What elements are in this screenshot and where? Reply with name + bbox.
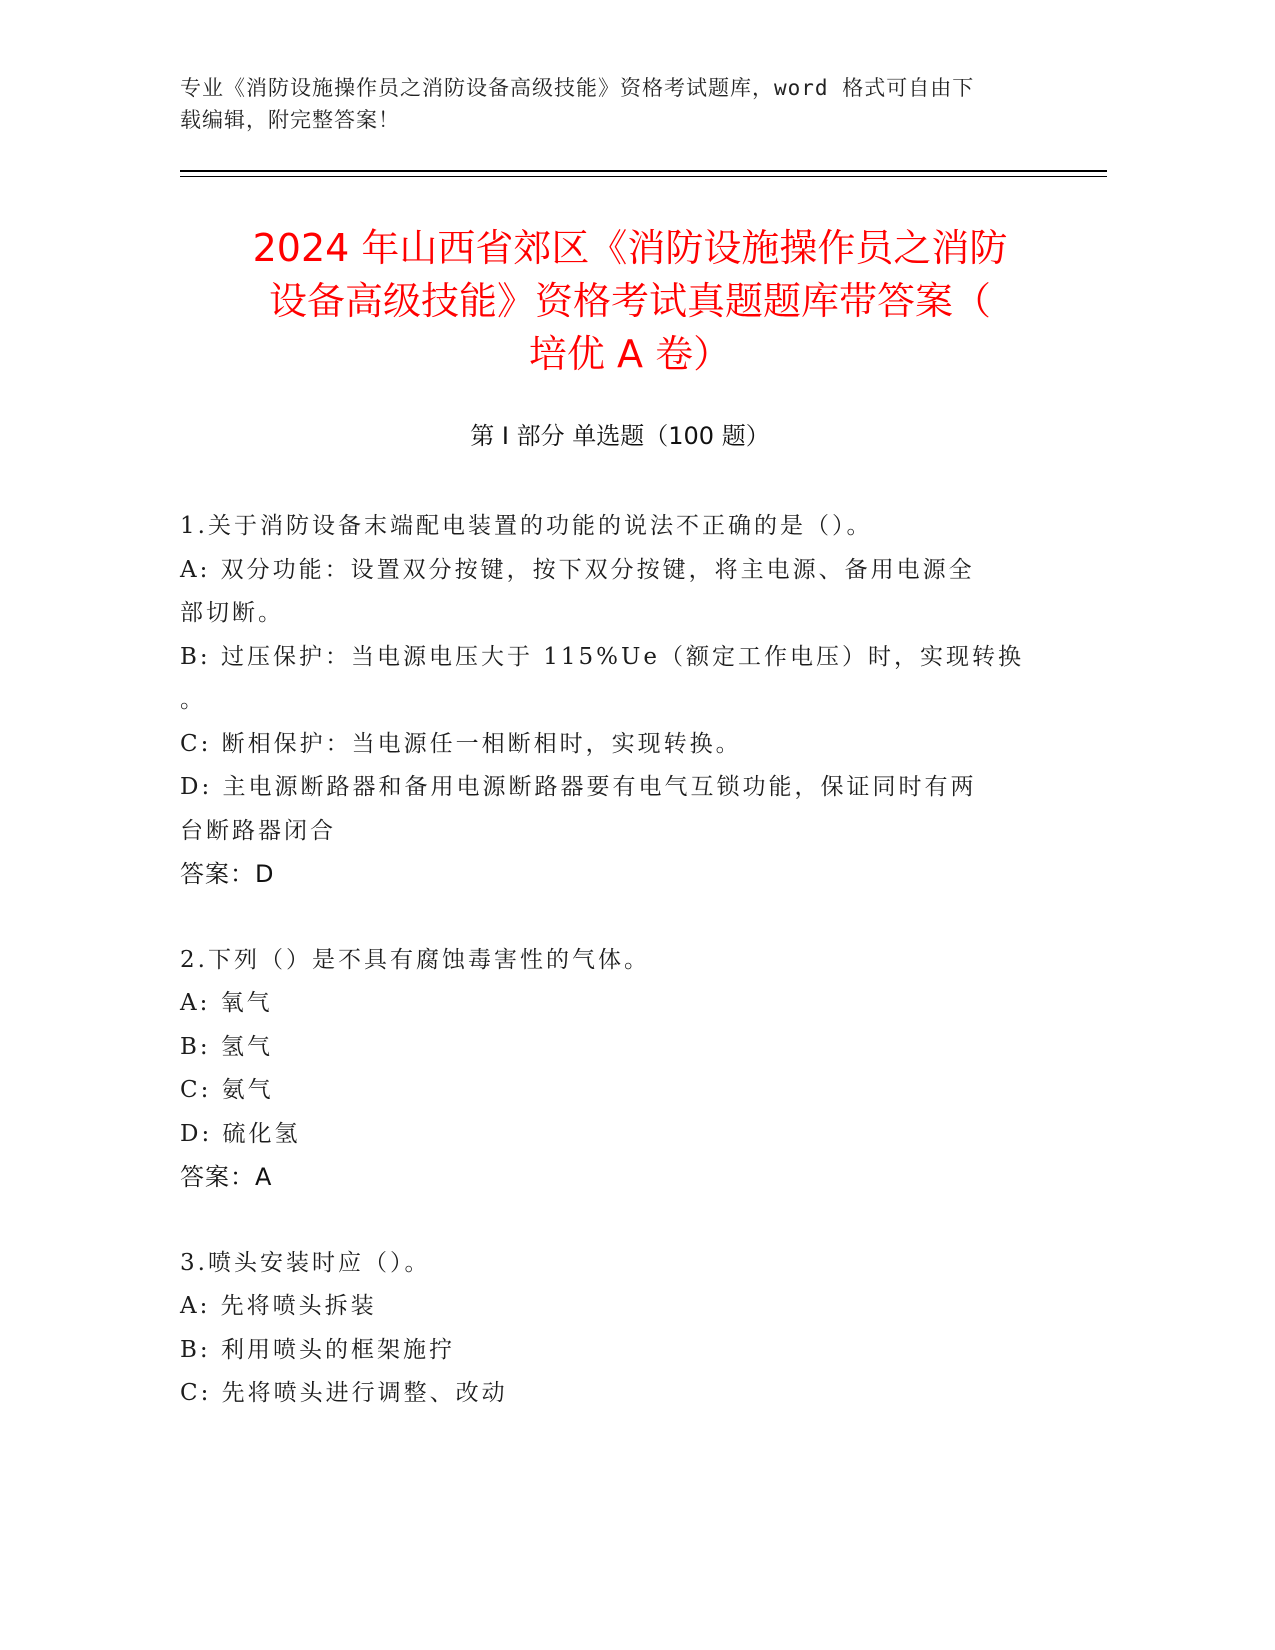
question-2-option-b: B: 氢气 bbox=[180, 1033, 273, 1060]
header-note-line-1: 专业《消防设施操作员之消防设备高级技能》资格考试题库，word 格式可自由下 bbox=[180, 76, 975, 100]
question-2 bbox=[180, 939, 1040, 1200]
question-1-option-b: B: 过压保护：当电源电压大于 115%Ue（额定工作电压）时，实现转换 bbox=[180, 643, 1025, 670]
question-1-option-d: D: 主电源断路器和备用电源断路器要有电气互锁功能，保证同时有两 bbox=[180, 774, 977, 800]
header-note bbox=[180, 72, 1040, 136]
question-3-option-c: C: 先将喷头进行调整、改动 bbox=[180, 1380, 508, 1406]
question-3-option-b: B: 利用喷头的框架施拧 bbox=[180, 1336, 455, 1363]
question-3 bbox=[180, 1242, 1040, 1416]
question-2-answer bbox=[180, 1156, 1040, 1200]
answer-value: A bbox=[255, 1163, 272, 1191]
title-line-1: 2024 年山西省郊区《消防设施操作员之消防 bbox=[252, 226, 1008, 270]
question-1-option-c: C: 断相保护：当电源任一相断相时，实现转换。 bbox=[180, 730, 742, 757]
header-divider-thick bbox=[180, 170, 1107, 172]
question-2-stem: 2.下列（）是不具有腐蚀毒害性的气体。 bbox=[180, 946, 650, 973]
question-1-stem: 1.关于消防设备末端配电装置的功能的说法不正确的是（）。 bbox=[180, 513, 873, 539]
question-3-option-a: A: 先将喷头拆装 bbox=[180, 1293, 377, 1319]
title-line-2: 设备高级技能》资格考试真题题库带答案（ bbox=[268, 279, 991, 323]
section-title: 第 I 部分 单选题（100 题） bbox=[470, 422, 770, 450]
header-divider-thin bbox=[180, 176, 1107, 177]
question-3-stem: 3.喷头安装时应（）。 bbox=[180, 1249, 431, 1276]
answer-label: 答案： bbox=[180, 1163, 255, 1191]
question-2-option-d: D: 硫化氢 bbox=[180, 1120, 301, 1147]
question-1-option-d-cont: 台断路器闭合 bbox=[180, 817, 336, 844]
question-1-option-a: A: 双分功能：设置双分按键，按下双分按键，将主电源、备用电源全 bbox=[180, 556, 975, 583]
question-1 bbox=[180, 505, 1040, 897]
document-title bbox=[150, 222, 1110, 381]
question-2-option-a: A: 氧气 bbox=[180, 990, 273, 1016]
question-1-answer bbox=[180, 853, 1040, 897]
question-list bbox=[180, 505, 1040, 1458]
question-2-option-c: C: 氨气 bbox=[180, 1077, 274, 1103]
header-note-line-2: 载编辑，附完整答案！ bbox=[180, 108, 400, 132]
question-1-option-b-cont: 。 bbox=[180, 687, 206, 713]
question-1-option-a-cont: 部切断。 bbox=[180, 600, 284, 626]
answer-value: D bbox=[255, 860, 274, 888]
title-line-3: 培优 A 卷） bbox=[528, 332, 732, 376]
answer-label: 答案： bbox=[180, 860, 255, 888]
